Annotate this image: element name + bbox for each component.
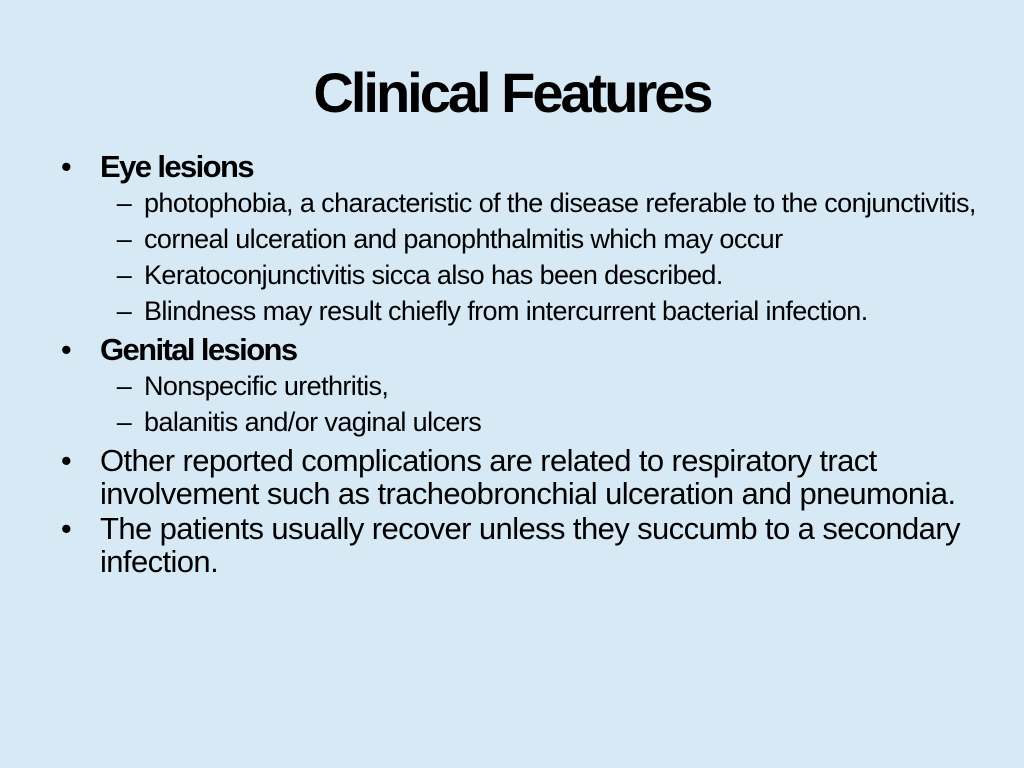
sub-item-text: Keratoconjunctivitis sicca also has been described. xyxy=(144,260,723,290)
sub-item-text: Blindness may result chiefly from intercurrent bacterial infection. xyxy=(144,296,868,326)
sub-item-text: balanitis and/or vaginal ulcers xyxy=(144,407,482,437)
sub-item xyxy=(56,187,986,219)
bullet-heading: Eye lesions xyxy=(100,149,253,184)
genital-lesions-sublist xyxy=(56,370,986,438)
bullet-marker: • xyxy=(60,443,72,478)
bullet-recovery xyxy=(56,512,986,578)
bullet-genital-lesions xyxy=(56,333,986,366)
sub-item xyxy=(56,370,986,402)
bullet-text: Other reported complications are related to respiratory tract involvement such as tracheobronchial ulceration and pneumonia. xyxy=(100,443,956,511)
bullet-other-complications xyxy=(56,444,986,510)
slide-content xyxy=(56,150,986,580)
eye-lesions-sublist xyxy=(56,187,986,327)
sub-item xyxy=(56,406,986,438)
sub-item xyxy=(56,223,986,255)
bullet-marker: • xyxy=(60,511,72,546)
bullet-marker: • xyxy=(60,149,72,184)
bullet-text: The patients usually recover unless they succumb to a secondary infection. xyxy=(100,511,960,579)
sub-item-text: Nonspecific urethritis, xyxy=(144,371,389,401)
bullet-marker: • xyxy=(60,332,72,367)
sub-item-text: corneal ulceration and panophthalmitis which may occur xyxy=(144,224,783,254)
bullet-eye-lesions xyxy=(56,150,986,183)
sub-item xyxy=(56,295,986,327)
slide-title: Clinical Features xyxy=(313,61,711,124)
dash-marker: – xyxy=(116,296,132,326)
dash-marker: – xyxy=(116,260,132,290)
dash-marker: – xyxy=(116,407,132,437)
dash-marker: – xyxy=(116,224,132,254)
sub-item xyxy=(56,259,986,291)
dash-marker: – xyxy=(116,371,132,401)
sub-item-text: photophobia, a characteristic of the disease referable to the conjunctivitis, xyxy=(144,188,976,218)
dash-marker: – xyxy=(116,188,132,218)
bullet-heading: Genital lesions xyxy=(100,332,297,367)
